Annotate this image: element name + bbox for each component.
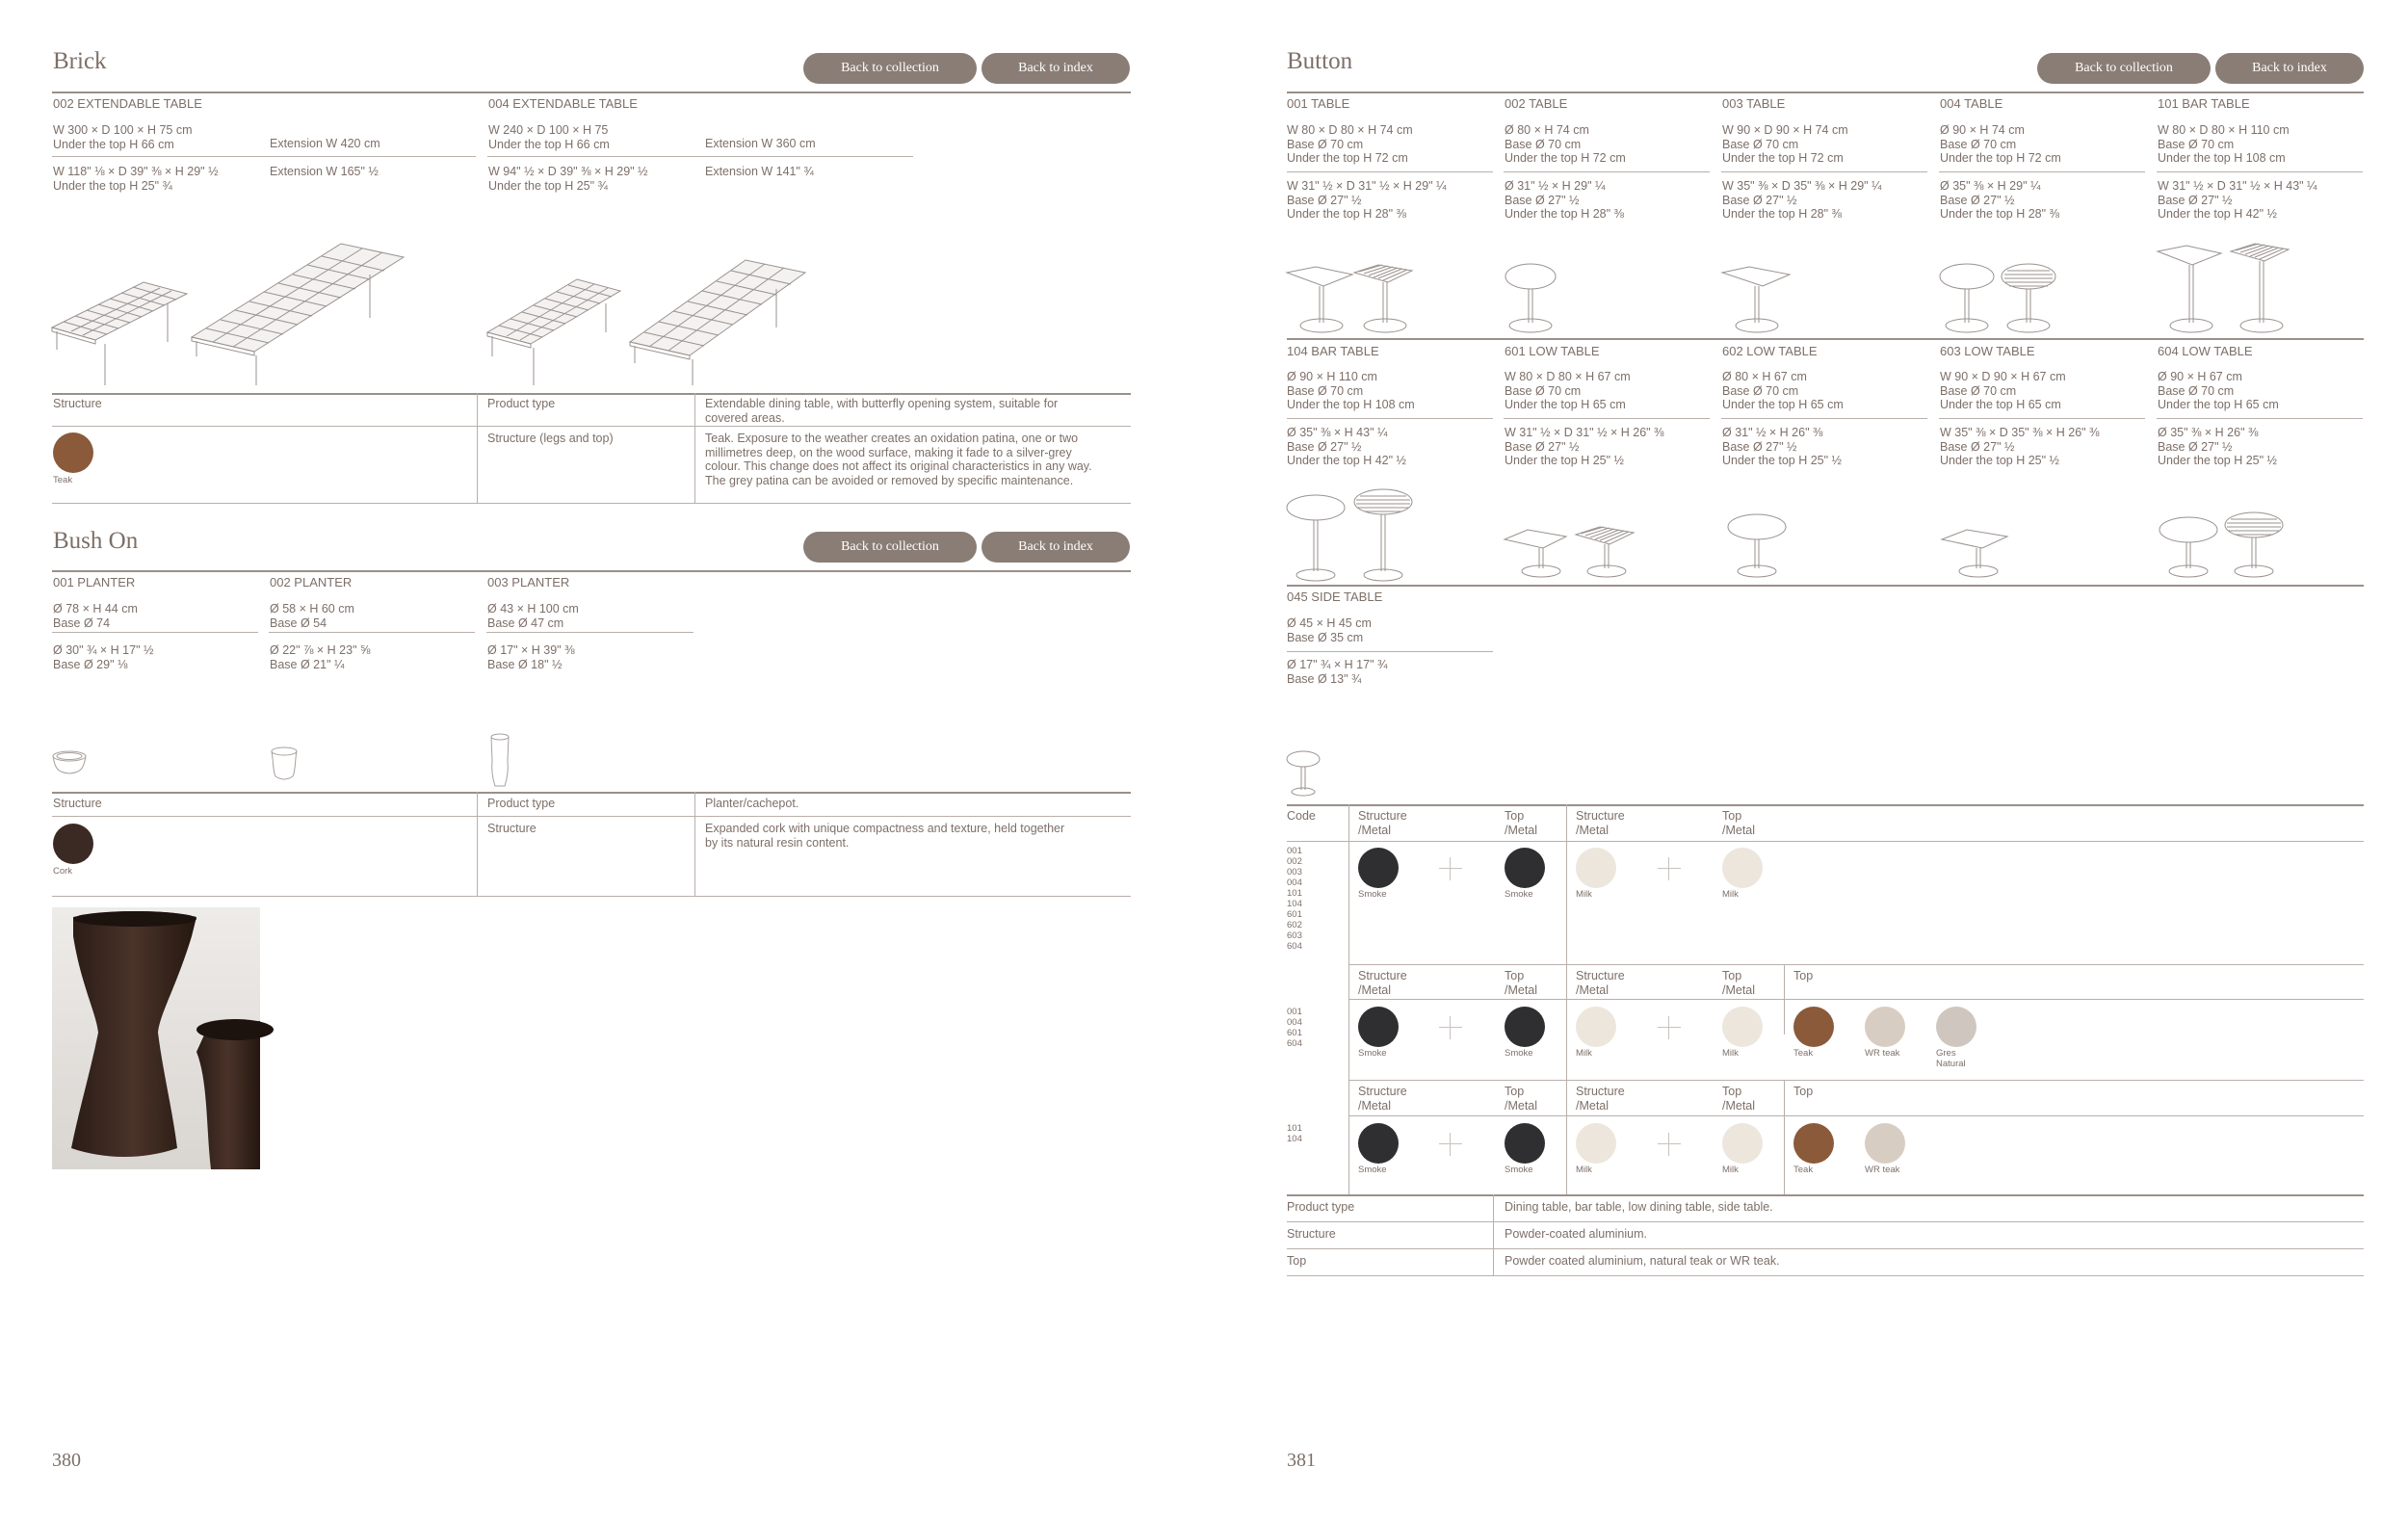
divider [1287, 651, 1493, 652]
product-dims-imperial: Ø 35" ⅜ × H 43" ¼ Base Ø 27" ½ Under the top H 42" ½ [1287, 426, 1406, 467]
plus-icon [1439, 1133, 1462, 1156]
smoke-swatch [1358, 1007, 1399, 1047]
product-dims-imperial: Ø 17" × H 39" ⅜ Base Ø 18" ½ [487, 643, 575, 671]
divider [52, 426, 1131, 427]
product-dims-imperial: W 31" ½ × D 31" ½ × H 43" ¼ Base Ø 27" ½ Under the top H 42" ½ [2158, 179, 2317, 221]
product-extension-imperial: Extension W 141" ¾ [705, 165, 814, 178]
button-back-to-index-button[interactable]: Back to index [2215, 53, 2364, 84]
divider [52, 393, 1131, 395]
product-name: 602 LOW TABLE [1722, 344, 1818, 358]
wr-teak-swatch [1865, 1007, 1905, 1047]
product-name: 004 TABLE [1940, 96, 2003, 111]
swatch-label: WR teak [1865, 1165, 1900, 1175]
code-label: Code [1287, 809, 1316, 823]
top-header: Top [1793, 1085, 1814, 1098]
divider [694, 393, 695, 503]
top-metal-header: Top /Metal [1722, 809, 1756, 837]
milk-swatch [1722, 1123, 1763, 1164]
product-dims-imperial: Ø 31" ½ × H 26" ⅜ Base Ø 27" ½ Under the top H 25" ½ [1722, 426, 1842, 467]
product-name: 002 EXTENDABLE TABLE [53, 96, 202, 111]
bush-on-back-to-index-button[interactable]: Back to index [982, 532, 1130, 563]
smoke-swatch [1505, 848, 1545, 888]
product-name: 601 LOW TABLE [1505, 344, 1600, 358]
top-metal-header: Top /Metal [1505, 809, 1538, 837]
product-name: 004 EXTENDABLE TABLE [488, 96, 638, 111]
swatch-label: Teak [53, 475, 73, 485]
product-name: 001 TABLE [1287, 96, 1350, 111]
product-dims-imperial: W 31" ½ × D 31" ½ × H 26" ⅜ Base Ø 27" ½ Under the top H 25" ½ [1505, 426, 1664, 467]
product-dims-metric: W 90 × D 90 × H 74 cm Base Ø 70 cm Under the top H 72 cm [1722, 123, 1848, 165]
divider [1287, 1248, 2364, 1249]
product-dims-metric: Ø 58 × H 60 cm Base Ø 54 [270, 602, 354, 630]
product-dims-metric: W 90 × D 90 × H 67 cm Base Ø 70 cm Under the top H 65 cm [1940, 370, 2066, 411]
row2-table-drawings [1287, 486, 2366, 583]
cork-swatch [53, 824, 93, 864]
product-name: 101 BAR TABLE [2158, 96, 2250, 111]
divider [1287, 338, 2364, 340]
divider [1287, 1275, 2364, 1276]
divider [52, 92, 1131, 93]
structure-row-value: Expanded cork with unique compactness and texture, held together by its natural resin content. [705, 822, 1065, 850]
divider [52, 570, 1131, 572]
brick-back-to-collection-button[interactable]: Back to collection [803, 53, 977, 84]
bush-on-title: Bush On [53, 528, 139, 554]
product-dims-imperial: Ø 17" ¾ × H 17" ¾ Base Ø 13" ¾ [1287, 658, 1388, 686]
teak-swatch [1793, 1123, 1834, 1164]
top-header: Top [1793, 969, 1814, 982]
divider [477, 792, 478, 896]
code-list: 001 004 601 604 [1287, 1007, 1302, 1049]
milk-swatch [1576, 848, 1616, 888]
swatch-label: Teak [1793, 1165, 1814, 1175]
top-metal-header: Top /Metal [1722, 1085, 1756, 1113]
divider [694, 792, 695, 896]
milk-swatch [1722, 1007, 1763, 1047]
swatch-label: Smoke [1358, 1048, 1387, 1059]
gres-natural-swatch [1936, 1007, 1976, 1047]
divider [1287, 418, 1493, 419]
product-dims-imperial: Ø 35" ⅜ × H 26" ⅜ Base Ø 27" ½ Under the top H 25" ½ [2158, 426, 2277, 467]
product-dims-metric: Ø 80 × H 67 cm Base Ø 70 cm Under the top H 65 cm [1722, 370, 1844, 411]
spec-label: Product type [1287, 1200, 1355, 1214]
product-name: 604 LOW TABLE [2158, 344, 2253, 358]
product-name: 003 TABLE [1722, 96, 1786, 111]
plus-icon [1658, 1133, 1681, 1156]
product-type-label: Product type [487, 797, 556, 810]
divider [1287, 841, 2364, 842]
product-extension-imperial: Extension W 165" ½ [270, 165, 379, 178]
row1-table-drawings [1287, 255, 2366, 342]
swatch-label: Milk [1576, 1048, 1592, 1059]
divider [1348, 999, 2364, 1000]
swatch-label: Smoke [1505, 1165, 1533, 1175]
swatch-label: Smoke [1358, 1165, 1387, 1175]
product-name: 045 SIDE TABLE [1287, 589, 1383, 604]
divider [1287, 804, 2364, 806]
product-dims-metric: W 80 × D 80 × H 67 cm Base Ø 70 cm Under the top H 65 cm [1505, 370, 1631, 411]
product-dims-imperial: Ø 31" ½ × H 29" ¼ Base Ø 27" ½ Under the top H 28" ⅜ [1505, 179, 1624, 221]
planter-drawings [52, 732, 534, 790]
divider [1504, 418, 1710, 419]
product-dims-imperial: W 35" ⅜ × D 35" ⅜ × H 26" ⅜ Base Ø 27" ½ Under the top H 25" ½ [1940, 426, 2100, 467]
structure-metal-header: Structure /Metal [1576, 809, 1625, 837]
structure-metal-header: Structure /Metal [1358, 969, 1407, 997]
product-extension-metric: Extension W 420 cm [270, 137, 380, 150]
smoke-swatch [1505, 1123, 1545, 1164]
structure-legs-label: Structure (legs and top) [487, 432, 614, 445]
structure-metal-header: Structure /Metal [1358, 1085, 1407, 1113]
divider [1348, 1080, 2364, 1081]
divider [1493, 1194, 1494, 1275]
product-type-value: Extendable dining table, with butterfly opening system, suitable for covered areas. [705, 397, 1059, 425]
swatch-label: Smoke [1505, 889, 1533, 900]
product-dims-metric: Ø 78 × H 44 cm Base Ø 74 [53, 602, 138, 630]
divider [52, 156, 476, 157]
page-number: 380 [52, 1450, 81, 1471]
plus-icon [1658, 1016, 1681, 1039]
spec-label: Top [1287, 1254, 1307, 1268]
divider [52, 792, 1131, 794]
spec-value: Powder-coated aluminium. [1505, 1227, 1647, 1241]
product-dims-imperial: Ø 35" ⅜ × H 29" ¼ Base Ø 27" ½ Under the top H 28" ⅜ [1940, 179, 2059, 221]
divider [1939, 418, 2145, 419]
product-dims-metric: W 240 × D 100 × H 75 Under the top H 66 cm [488, 123, 610, 151]
product-dims-metric: W 80 × D 80 × H 74 cm Base Ø 70 cm Under the top H 72 cm [1287, 123, 1413, 165]
brick-table-drawings [52, 236, 823, 390]
divider [269, 632, 475, 633]
product-name: 002 TABLE [1505, 96, 1568, 111]
product-dims-metric: Ø 90 × H 74 cm Base Ø 70 cm Under the top H 72 cm [1940, 123, 2061, 165]
divider [1721, 171, 1927, 172]
product-name: 603 LOW TABLE [1940, 344, 2035, 358]
structure-label: Structure [53, 397, 102, 410]
milk-swatch [1576, 1007, 1616, 1047]
swatch-label: Cork [53, 866, 73, 877]
structure-metal-header: Structure /Metal [1576, 969, 1625, 997]
teak-swatch [1793, 1007, 1834, 1047]
spec-value: Powder coated aluminium, natural teak or WR teak. [1505, 1254, 1780, 1268]
divider [52, 632, 258, 633]
divider [1939, 171, 2145, 172]
plus-icon [1439, 1016, 1462, 1039]
smoke-swatch [1358, 1123, 1399, 1164]
swatch-label: Milk [1576, 889, 1592, 900]
product-dims-imperial: W 35" ⅜ × D 35" ⅜ × H 29" ¼ Base Ø 27" ½ Under the top H 28" ⅜ [1722, 179, 1882, 221]
brick-title: Brick [53, 48, 107, 74]
plus-icon [1439, 857, 1462, 880]
swatch-label: Milk [1576, 1165, 1592, 1175]
divider [1287, 585, 2364, 587]
product-dims-metric: Ø 90 × H 67 cm Base Ø 70 cm Under the top H 65 cm [2158, 370, 2279, 411]
milk-swatch [1576, 1123, 1616, 1164]
swatch-label: Milk [1722, 889, 1739, 900]
divider [1287, 1194, 2364, 1196]
divider [52, 896, 1131, 897]
spec-value: Dining table, bar table, low dining table, side table. [1505, 1200, 1773, 1214]
product-dims-imperial: W 118" ⅛ × D 39" ⅜ × H 29" ½ Under the top H 25" ¾ [53, 165, 219, 193]
product-type-value: Planter/cachepot. [705, 797, 799, 810]
product-dims-imperial: W 31" ½ × D 31" ½ × H 29" ¼ Base Ø 27" ½ Under the top H 28" ⅜ [1287, 179, 1447, 221]
bush-on-back-to-collection-button[interactable]: Back to collection [803, 532, 977, 563]
product-dims-imperial: Ø 22" ⅞ × H 23" ⅝ Base Ø 21" ¼ [270, 643, 371, 671]
smoke-swatch [1505, 1007, 1545, 1047]
divider [1287, 92, 2364, 93]
divider [2157, 418, 2363, 419]
divider [1287, 171, 1493, 172]
product-dims-imperial: Ø 30" ¾ × H 17" ½ Base Ø 29" ⅛ [53, 643, 154, 671]
product-dims-imperial: W 94" ½ × D 39" ⅜ × H 29" ½ Under the top H 25" ¾ [488, 165, 648, 193]
product-extension-metric: Extension W 360 cm [705, 137, 816, 150]
milk-swatch [1722, 848, 1763, 888]
button-title: Button [1287, 48, 1353, 74]
swatch-label: Gres Natural [1936, 1048, 1966, 1069]
divider [477, 393, 478, 503]
code-list: 101 104 [1287, 1123, 1302, 1144]
divider [52, 503, 1131, 504]
plus-icon [1658, 857, 1681, 880]
product-name: 104 BAR TABLE [1287, 344, 1379, 358]
divider [1287, 1221, 2364, 1222]
product-name: 002 PLANTER [270, 575, 353, 589]
structure-row-label: Structure [487, 822, 537, 835]
divider [487, 156, 913, 157]
structure-legs-value: Teak. Exposure to the weather creates an oxidation patina, one or two millimetres deep, on the wood surface, making it fade to a silver-grey colour. This change does not affect its original characteristics in any way. The grey patina can be avoided or removed by specific maintenance. [705, 432, 1092, 487]
divider [1348, 1115, 2364, 1116]
product-dims-metric: Ø 45 × H 45 cm Base Ø 35 cm [1287, 616, 1372, 644]
swatch-label: Milk [1722, 1165, 1739, 1175]
divider [2157, 171, 2363, 172]
top-metal-header: Top /Metal [1505, 1085, 1538, 1113]
swatch-label: Teak [1793, 1048, 1814, 1059]
swatch-label: WR teak [1865, 1048, 1900, 1059]
structure-metal-header: Structure /Metal [1576, 1085, 1625, 1113]
wr-teak-swatch [1865, 1123, 1905, 1164]
product-dims-metric: W 80 × D 80 × H 110 cm Base Ø 70 cm Under the top H 108 cm [2158, 123, 2290, 165]
structure-metal-header: Structure /Metal [1358, 809, 1407, 837]
spec-label: Structure [1287, 1227, 1336, 1241]
divider [1348, 964, 2364, 965]
side-table-drawing [1287, 751, 1335, 799]
divider [1504, 171, 1710, 172]
product-name: 001 PLANTER [53, 575, 136, 589]
structure-label: Structure [53, 797, 102, 810]
product-dims-metric: W 300 × D 100 × H 75 cm Under the top H 66 cm [53, 123, 193, 151]
product-dims-metric: Ø 80 × H 74 cm Base Ø 70 cm Under the top H 72 cm [1505, 123, 1626, 165]
product-dims-metric: Ø 90 × H 110 cm Base Ø 70 cm Under the top H 108 cm [1287, 370, 1415, 411]
divider [1721, 418, 1927, 419]
swatch-label: Milk [1722, 1048, 1739, 1059]
product-type-label: Product type [487, 397, 556, 410]
teak-swatch [53, 432, 93, 473]
top-metal-header: Top /Metal [1722, 969, 1756, 997]
product-name: 003 PLANTER [487, 575, 570, 589]
smoke-swatch [1358, 848, 1399, 888]
divider [486, 632, 694, 633]
brick-back-to-index-button[interactable]: Back to index [982, 53, 1130, 84]
code-list: 001 002 003 004 101 104 601 602 603 604 [1287, 846, 1302, 952]
cork-planter-photo [52, 907, 260, 1169]
swatch-label: Smoke [1358, 889, 1387, 900]
button-back-to-collection-button[interactable]: Back to collection [2037, 53, 2211, 84]
top-metal-header: Top /Metal [1505, 969, 1538, 997]
divider [52, 816, 1131, 817]
swatch-label: Smoke [1505, 1048, 1533, 1059]
page-number: 381 [1287, 1450, 1316, 1471]
divider [1784, 1080, 1785, 1194]
product-dims-metric: Ø 43 × H 100 cm Base Ø 47 cm [487, 602, 579, 630]
